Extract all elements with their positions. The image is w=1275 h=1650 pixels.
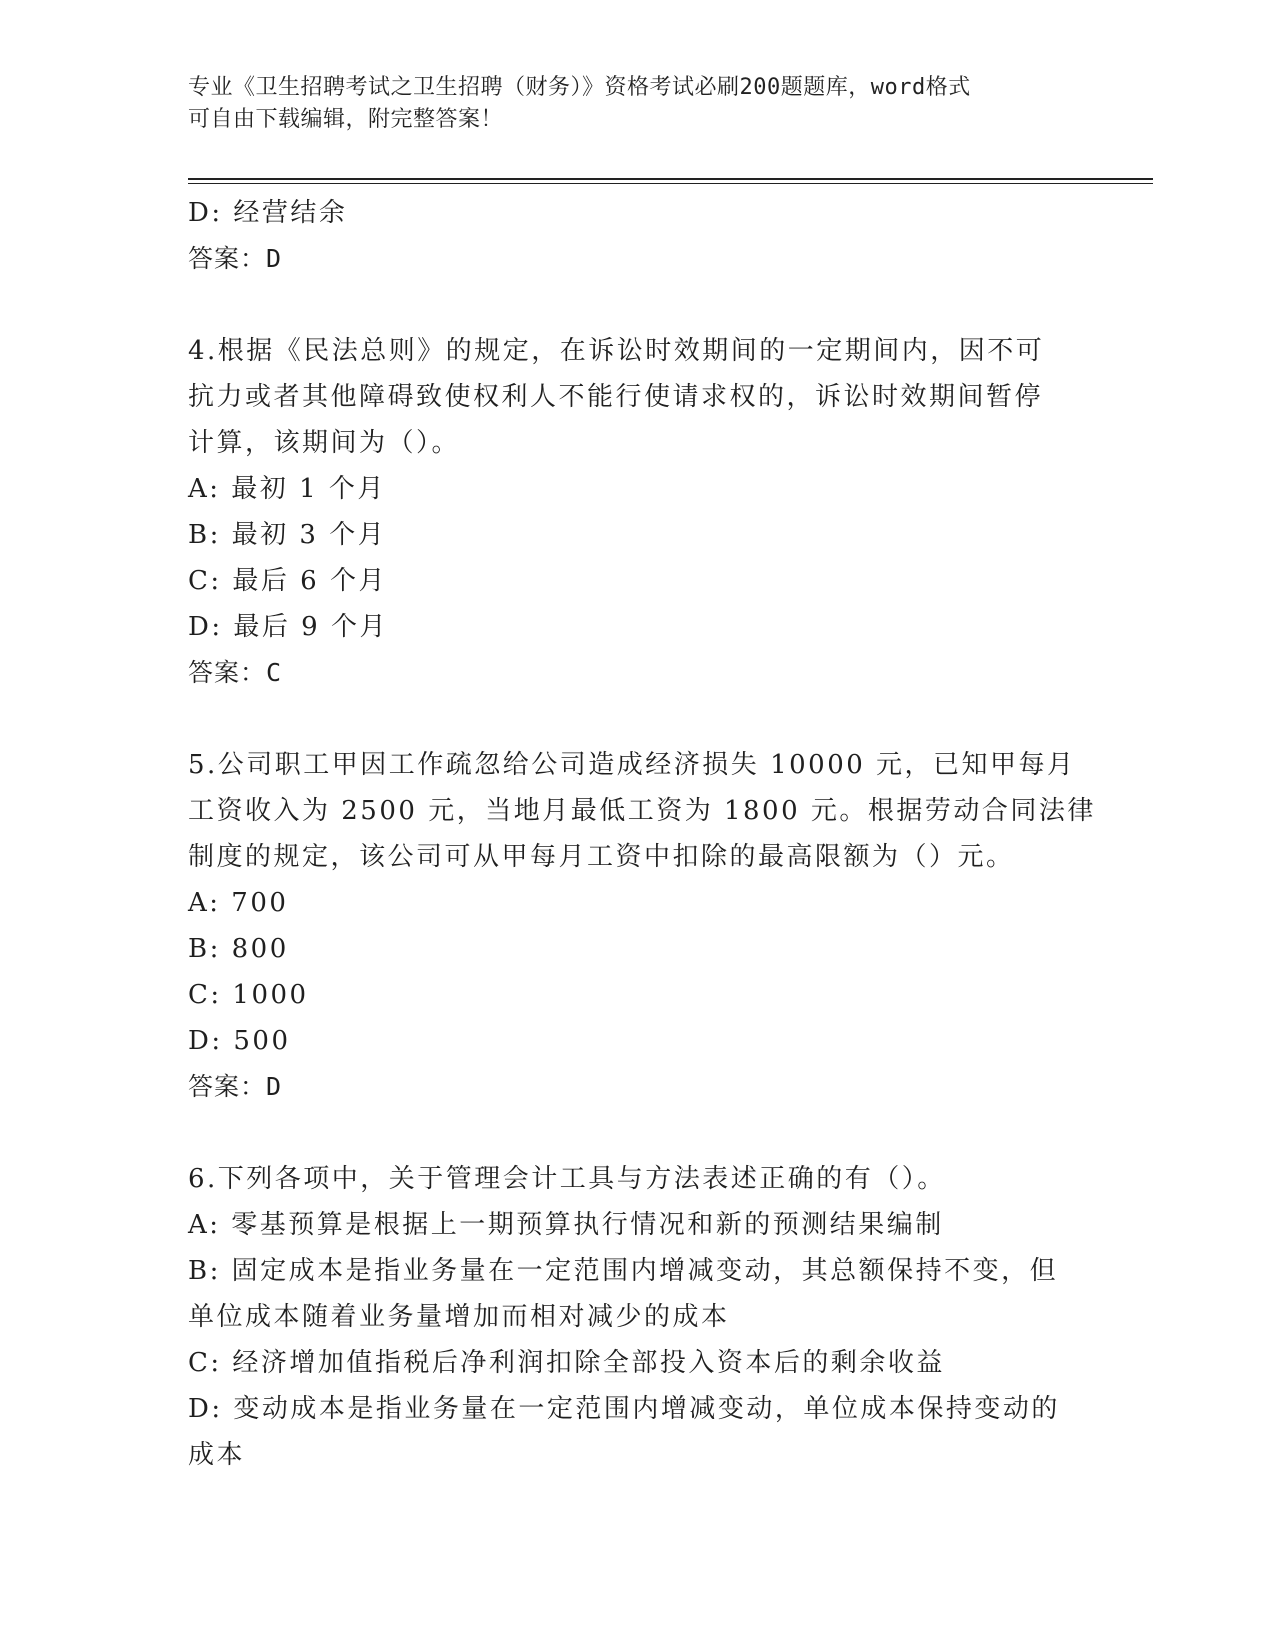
document-body [188, 190, 1096, 1478]
header-rule-thin [188, 183, 1153, 184]
question-5-option-b: B: 800 [188, 934, 289, 964]
question-6-option-d-line-2: 成本 [188, 1440, 246, 1470]
question-5-answer: 答案：D [188, 1072, 283, 1101]
question-6-option-b-line-1: B: 固定成本是指业务量在一定范围内增减变动，其总额保持不变，但 [188, 1256, 1059, 1286]
question-6-option-a: A: 零基预算是根据上一期预算执行情况和新的预测结果编制 [188, 1210, 944, 1240]
question-5-text-line-2: 工资收入为 2500 元，当地月最低工资为 1800 元。根据劳动合同法律 [188, 796, 1096, 826]
question-6-option-d-line-1: D: 变动成本是指业务量在一定范围内增减变动，单位成本保持变动的 [188, 1394, 1060, 1424]
page-header [188, 72, 1088, 136]
prev-question-answer: 答案：D [188, 244, 283, 273]
question-5-option-a: A: 700 [188, 888, 289, 918]
header-line-1: 专业《卫生招聘考试之卫生招聘（财务）》资格考试必刷200题题库，word格式 [188, 75, 971, 100]
question-6-option-b-line-2: 单位成本随着业务量增加而相对减少的成本 [188, 1302, 730, 1332]
question-5-text-line-3: 制度的规定，该公司可从甲每月工资中扣除的最高限额为（）元。 [188, 842, 1015, 872]
spacer [188, 1110, 1088, 1156]
question-5-text-line-1: 5.公司职工甲因工作疏忽给公司造成经济损失 10000 元，已知甲每月 [188, 750, 1076, 780]
question-4-option-d: D: 最后 9 个月 [188, 612, 388, 642]
question-4-text-line-2: 抗力或者其他障碍致使权利人不能行使请求权的，诉讼时效期间暂停 [188, 382, 1044, 412]
question-4-option-b: B: 最初 3 个月 [188, 520, 387, 550]
question-4-answer: 答案：C [188, 658, 283, 687]
question-4 [188, 328, 1088, 696]
question-4-option-a: A: 最初 1 个月 [188, 474, 386, 504]
header-rule-thick [188, 178, 1153, 180]
question-4-text-line-1: 4.根据《民法总则》的规定，在诉讼时效期间的一定期间内，因不可 [188, 336, 1045, 366]
question-4-text-line-3: 计算，该期间为（）。 [188, 428, 461, 458]
question-6-text-line-1: 6.下列各项中，关于管理会计工具与方法表述正确的有（）。 [188, 1164, 946, 1194]
question-6 [188, 1156, 1088, 1478]
question-5 [188, 742, 1096, 1110]
question-5-option-c: C: 1000 [188, 980, 309, 1010]
prev-question-option-d: D: 经营结余 [188, 198, 348, 228]
question-6-option-c: C: 经济增加值指税后净利润扣除全部投入资本后的剩余收益 [188, 1348, 945, 1378]
spacer [188, 282, 1088, 328]
question-5-option-d: D: 500 [188, 1026, 291, 1056]
question-4-option-c: C: 最后 6 个月 [188, 566, 387, 596]
spacer [188, 696, 1088, 742]
header-line-2: 可自由下载编辑，附完整答案！ [188, 107, 504, 132]
